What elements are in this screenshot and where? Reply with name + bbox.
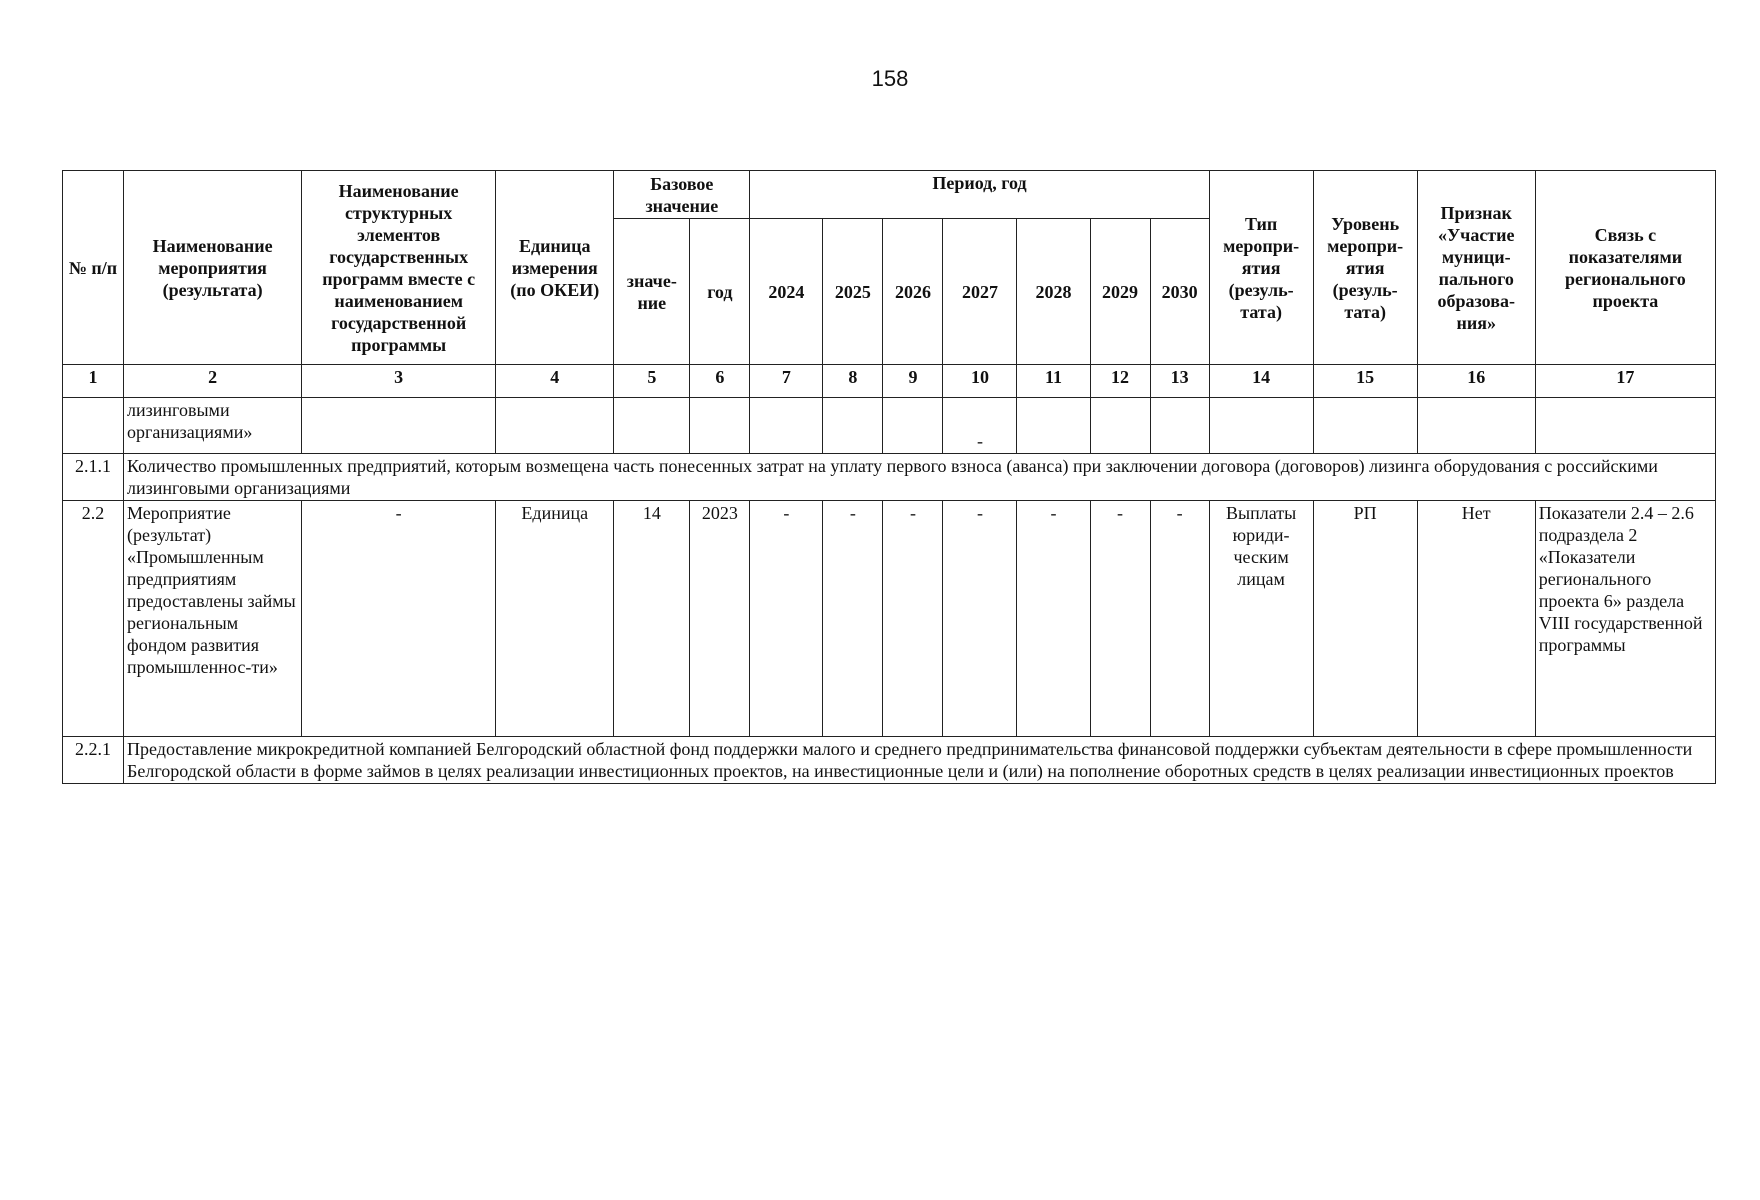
continuation-mark: - [943, 398, 1017, 454]
table-cell [1535, 398, 1715, 454]
row-description: Количество промышленных предприятий, которым возмещена часть понесенных затрат на уплату первого взноса (аванса) при заключении договора (договоров) лизинга оборудования с российскими лизинговыми организациями [124, 454, 1716, 501]
column-number: 4 [496, 365, 614, 398]
header-measure-name: Наименование мероприятия (результата) [124, 171, 302, 365]
table-cell [1090, 398, 1150, 454]
value-2029: - [1090, 501, 1150, 737]
value-2026: - [883, 501, 943, 737]
table-cell [1150, 398, 1209, 454]
column-number: 8 [823, 365, 883, 398]
measure-type: Выплаты юриди-ческим лицам [1209, 501, 1313, 737]
row-2-1-1 [63, 454, 1716, 501]
header-base-value: значе-ние [614, 219, 690, 365]
municipal-participation: Нет [1417, 501, 1535, 737]
row-description: Предоставление микрокредитной компанией Белгородский областной фонд поддержки малого и среднего предпринимательства финансовой поддержки субъектам деятельности в сфере промышленности Белгородской области в форме займов в целях реализации инвестиционных проектов, на инвестиционные цели и (или) на пополнение оборотных средств в целях реализации инвестиционных проектов [124, 737, 1716, 784]
row-2-2-1 [63, 737, 1716, 784]
header-level: Уровень меропри-ятия (резуль-тата) [1313, 171, 1417, 365]
header-type: Тип меропри-ятия (резуль-тата) [1209, 171, 1313, 365]
column-number: 12 [1090, 365, 1150, 398]
row-number: 2.2.1 [63, 737, 124, 784]
header-number: № п/п [63, 171, 124, 365]
column-number: 3 [302, 365, 496, 398]
header-year-2027: 2027 [943, 219, 1017, 365]
table-cell [302, 398, 496, 454]
table-cell [1209, 398, 1313, 454]
table-cell [63, 398, 124, 454]
header-base-group: Базовое значение [614, 171, 750, 219]
table-cell [823, 398, 883, 454]
column-number: 2 [124, 365, 302, 398]
header-year-2026: 2026 [883, 219, 943, 365]
base-value: 14 [614, 501, 690, 737]
column-number: 15 [1313, 365, 1417, 398]
base-year: 2023 [690, 501, 750, 737]
column-number-row [63, 365, 1716, 398]
column-number: 7 [750, 365, 823, 398]
table-cell [1417, 398, 1535, 454]
column-number: 17 [1535, 365, 1715, 398]
row-2-2 [63, 501, 1716, 737]
continuation-row [63, 398, 1716, 454]
measure-name: Мероприятие (результат) «Промышленным предприятиям предоставлены займы региональным фондом развития промышленнос-ти» [124, 501, 302, 737]
value-2030: - [1150, 501, 1209, 737]
header-period-group: Период, год [750, 171, 1209, 219]
measures-table [62, 170, 1716, 784]
row-number: 2.1.1 [63, 454, 124, 501]
header-municipal: Признак «Участие муници-пального образова-ния» [1417, 171, 1535, 365]
header-year-2030: 2030 [1150, 219, 1209, 365]
page-number: 158 [871, 66, 909, 91]
header-row-1 [63, 171, 1716, 219]
table-cell [1313, 398, 1417, 454]
unit: Единица [496, 501, 614, 737]
header-structural-elements: Наименование структурных элементов государственных программ вместе с наименованием государственной программы [302, 171, 496, 365]
column-number: 5 [614, 365, 690, 398]
header-year-2025: 2025 [823, 219, 883, 365]
value-2028: - [1017, 501, 1090, 737]
structural-element: - [302, 501, 496, 737]
header-base-year: год [690, 219, 750, 365]
column-number: 16 [1417, 365, 1535, 398]
regional-project-link: Показатели 2.4 – 2.6 подраздела 2 «Показатели регионального проекта 6» раздела VIII государственной программы [1535, 501, 1715, 737]
table-cell [750, 398, 823, 454]
value-2024: - [750, 501, 823, 737]
table-cell [883, 398, 943, 454]
column-number: 9 [883, 365, 943, 398]
continuation-text: лизинговыми организациями» [124, 398, 302, 454]
header-year-2029: 2029 [1090, 219, 1150, 365]
measure-level: РП [1313, 501, 1417, 737]
header-year-2028: 2028 [1017, 219, 1090, 365]
header-year-2024: 2024 [750, 219, 823, 365]
header-link: Связь с показателями регионального проекта [1535, 171, 1715, 365]
column-number: 14 [1209, 365, 1313, 398]
column-number: 11 [1017, 365, 1090, 398]
table-cell [690, 398, 750, 454]
column-number: 13 [1150, 365, 1209, 398]
table-cell [1017, 398, 1090, 454]
value-2025: - [823, 501, 883, 737]
table-cell [496, 398, 614, 454]
column-number: 1 [63, 365, 124, 398]
column-number: 10 [943, 365, 1017, 398]
row-number: 2.2 [63, 501, 124, 737]
table-cell [614, 398, 690, 454]
column-number: 6 [690, 365, 750, 398]
value-2027: - [943, 501, 1017, 737]
header-unit: Единица измерения (по ОКЕИ) [496, 171, 614, 365]
